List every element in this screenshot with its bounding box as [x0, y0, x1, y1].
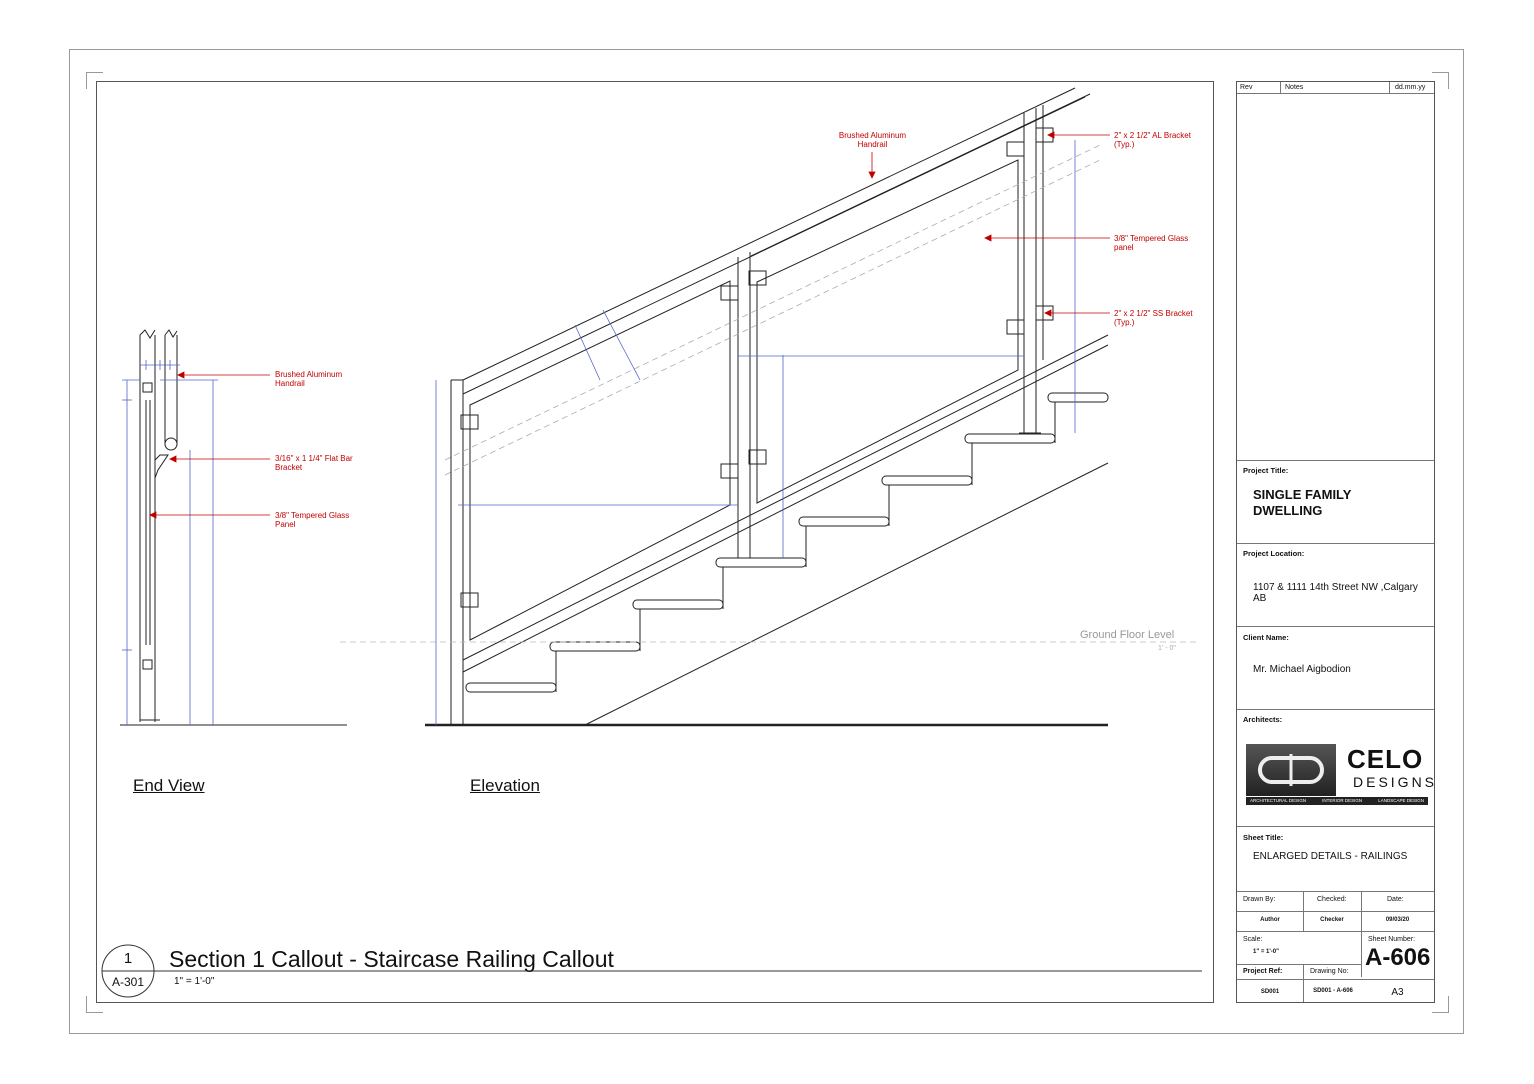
- project-location: 1107 & 1111 14th Street NW ,Calgary AB: [1253, 582, 1418, 604]
- sheet-title: ENLARGED DETAILS - RAILINGS: [1253, 851, 1408, 862]
- client-label: Client Name:: [1243, 633, 1289, 642]
- scale-value: 1" = 1'-0": [1253, 949, 1279, 955]
- elevation-leaders: [869, 132, 1110, 316]
- elevation-ss-bracket-label: 2" x 2 1/2" SS Bracket (Typ.): [1114, 309, 1193, 327]
- ground-floor-elevation: 1' - 0": [1158, 645, 1176, 652]
- scale-label: Scale:: [1243, 936, 1263, 943]
- title-block: [1236, 81, 1438, 1003]
- drawing-no-label: Drawing No:: [1310, 968, 1349, 975]
- project-title-label: Project Title:: [1243, 466, 1289, 475]
- end-view-handrail-label: Brushed Aluminum Handrail: [275, 370, 343, 388]
- project-ref: SD001: [1260, 989, 1280, 995]
- date-value: 09/03/20: [1385, 917, 1410, 923]
- end-view-flatbar-label: 3/16" x 1 1/4" Flat Bar Bracket: [275, 454, 353, 472]
- drawn-by-label: Drawn By:: [1243, 896, 1276, 903]
- architects-label: Architects:: [1243, 715, 1283, 724]
- checked-by: Checker: [1320, 917, 1344, 923]
- logo-icon: [1246, 744, 1336, 796]
- callout-number: 1: [123, 950, 133, 967]
- elevation-al-bracket-label: 2" x 2 1/2" AL Bracket (Typ.): [1114, 131, 1191, 149]
- project-title: SINGLE FAMILY DWELLING: [1253, 487, 1352, 518]
- project-ref-label: Project Ref:: [1243, 968, 1283, 975]
- client-name: Mr. Michael Aigbodion: [1253, 664, 1351, 675]
- end-view-glass-label: 3/8" Tempered Glass Panel: [275, 511, 350, 529]
- elevation-drawing: [425, 88, 1108, 725]
- sheet-title-label: Sheet Title:: [1243, 833, 1284, 842]
- logo-tagline: ARCHITECTURAL DESIGN INTERIOR DESIGN LANDSCAPE DESIGN: [1246, 797, 1428, 805]
- drawn-by: Author: [1260, 917, 1280, 923]
- notes-header: Notes: [1285, 84, 1304, 91]
- celo-logo-mark: [1246, 744, 1336, 796]
- elevation-glass-label: 3/8" Tempered Glass panel: [1114, 234, 1189, 252]
- paper-size: A3: [1391, 987, 1404, 998]
- callout-sheet-ref: A-301: [111, 975, 145, 989]
- ground-floor-level-label: Ground Floor Level: [1080, 629, 1175, 641]
- elevation-handrail-label: Brushed Aluminum Handrail: [838, 131, 907, 149]
- date-label: Date:: [1387, 896, 1404, 903]
- rev-header: Rev: [1240, 84, 1253, 91]
- logo-name: CELO: [1347, 744, 1424, 774]
- end-view-title: End View: [133, 776, 205, 795]
- callout-scale: 1" = 1'-0": [174, 976, 215, 987]
- logo-sub: DESIGNS: [1353, 774, 1438, 790]
- checked-label: Checked:: [1317, 896, 1347, 903]
- end-view-leaders: [150, 372, 270, 518]
- sheet-number-label: Sheet Number:: [1368, 936, 1416, 943]
- sheet-number: A-606: [1365, 944, 1431, 971]
- end-view-dimensions: [122, 360, 218, 725]
- elevation-title: Elevation: [470, 776, 540, 795]
- project-location-label: Project Location:: [1243, 549, 1305, 558]
- drawing-no: SD001 - A-606: [1313, 988, 1353, 994]
- callout-title: Section 1 Callout - Staircase Railing Callout: [169, 946, 614, 972]
- date-header: dd.mm.yy: [1395, 84, 1426, 91]
